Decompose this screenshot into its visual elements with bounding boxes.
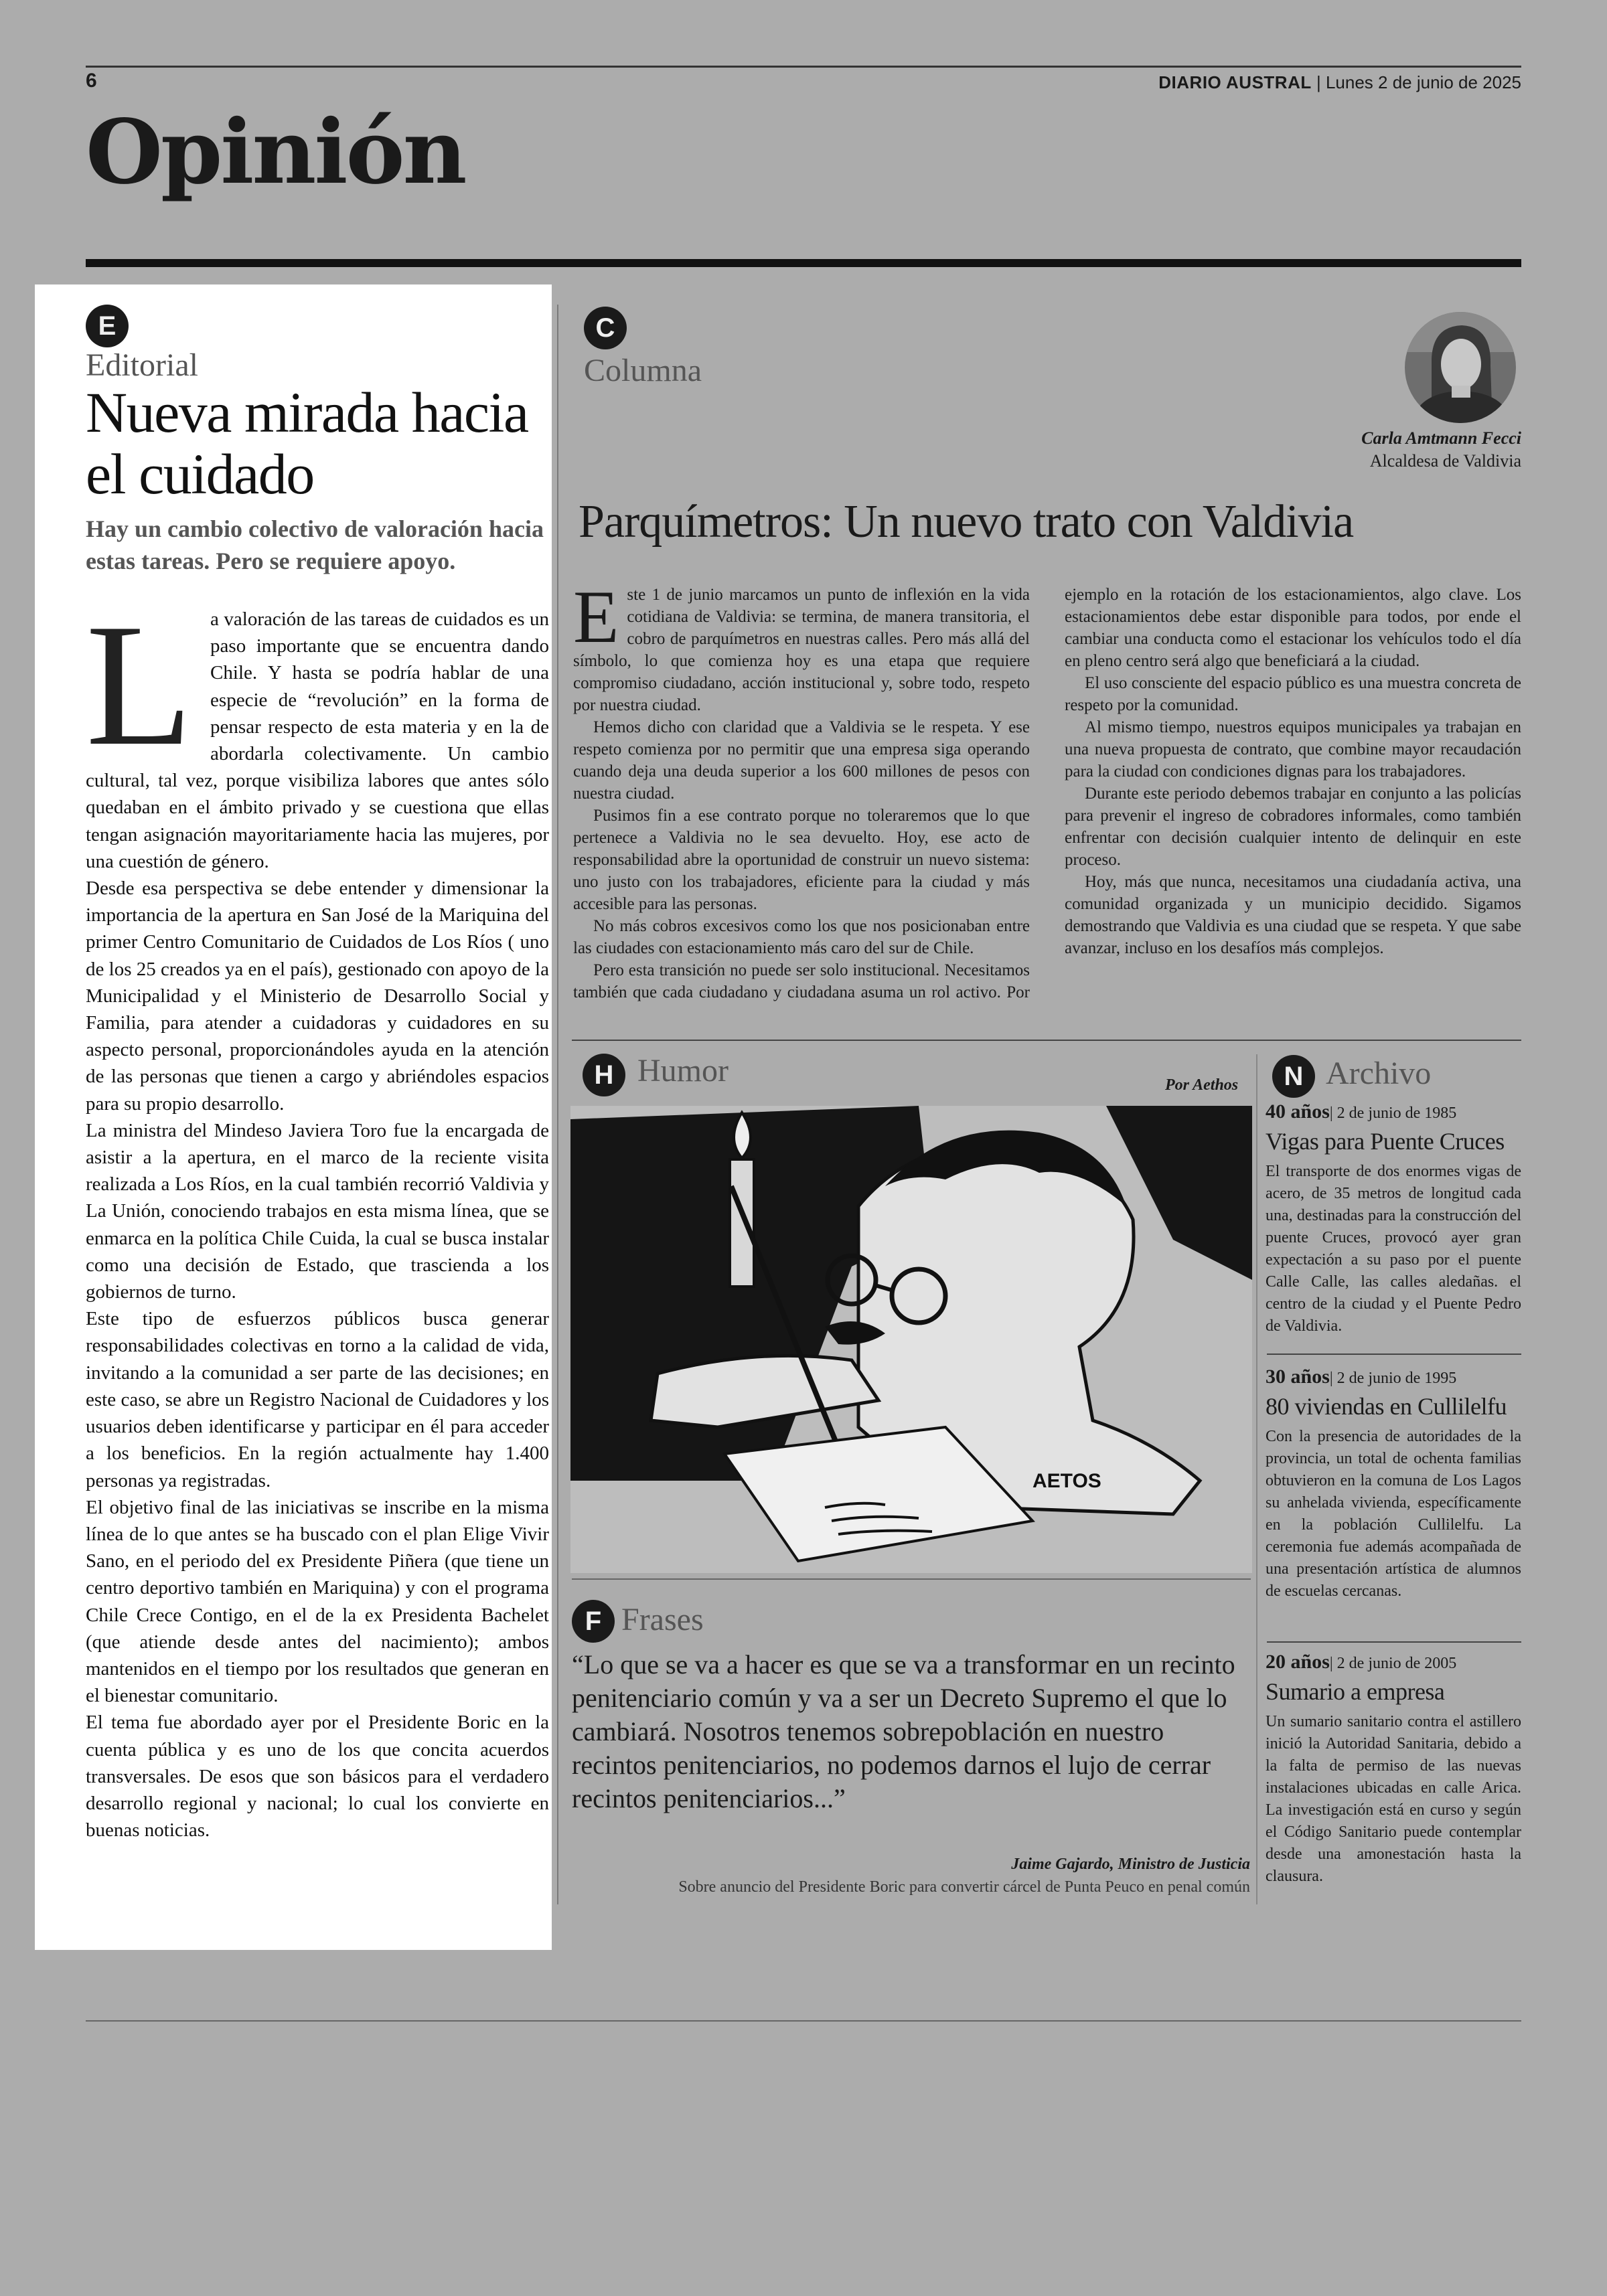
archivo-rule <box>1267 1354 1521 1355</box>
column-paragraph: Al mismo tiempo, nuestros equipos municipales ya trabajan en una nueva propuesta de contrato, que combine mayor recaudación para la ciudad con condiciones dignas para los trabajadores. <box>1065 718 1521 781</box>
editorial-drop-cap: L <box>86 588 194 782</box>
column-badge: C <box>584 307 627 349</box>
quote-author: Jaime Gajardo, Ministro de Justicia <box>1011 1856 1250 1873</box>
issue-date: | Lunes 2 de junio de 2025 <box>1316 72 1521 92</box>
archivo-divider <box>1256 1054 1257 1904</box>
editorial-paragraph: El objetivo final de las iniciativas se inscribe en la misma línea de lo que antes se ha buscado con el plan Elige Vivir Sano, en el periodo del ex Presidente Piñera (que tiene un centro deportivo también en Mariquina) y con el programa Chile Crece Contigo, en el de la ex Presidenta Bachelet (que atiende desde antes del nacimiento); ambos mantenidos en el tiempo por los resultados que generan en el bienestar comunitario. <box>86 1496 549 1707</box>
editorial-kicker: Editorial <box>86 347 198 383</box>
archivo-kicker: Archivo <box>1326 1056 1432 1091</box>
section-rule <box>86 259 1521 267</box>
archivo-text: Con la presencia de autoridades de la provincia, un total de ochenta familias obtuvieron en la comuna de Los Lagos su anhelada vivienda, específicamente en la población Cullilelfu. La ceremonia fue además acompañada de una presentación artística de alumnos de escuelas cercanas. <box>1266 1428 1521 1600</box>
archivo-text: El transporte de dos enormes vigas de acero, de 35 metros de longitud cada una, destinadas para la construcción del puente Cruces, provocó ayer gran expectación a su paso por el puente Calle Calle, las calles aledañas. el centro de la ciudad y el Puente Pedro de Valdivia. <box>1266 1163 1521 1335</box>
editorial-paragraph: La ministra del Mindeso Javiera Toro fue la encargada de asistir a la apertura, en el marco de la reciente visita realizada a Los Ríos, en la cual también recorrió Valdivia y La Unión, conociendo trabajos en esta misma línea, que se enmarca en la política Chile Cuida, la cual se busca instalar como una decisión de Estado, que trascienda a los gobiernos de turno. <box>86 1119 549 1303</box>
column-paragraph: El uso consciente del espacio público es una muestra concreta de respeto por la comunidad. <box>1065 674 1521 714</box>
archivo-item <box>1266 1651 1521 1888</box>
archivo-title: 80 viviendas en Cullilelfu <box>1266 1393 1507 1420</box>
column-author <box>1361 427 1521 473</box>
archivo-rule <box>1267 1641 1521 1643</box>
column-paragraph: No más cobros excesivos como los que nos posicionaban entre las ciudades con estacionamiento más caro del sur de Chile. <box>573 917 1030 957</box>
masthead-date <box>1158 72 1521 93</box>
author-avatar <box>1405 312 1516 423</box>
cartoon-signature: AETOS <box>1032 1470 1101 1492</box>
humor-badge: H <box>583 1054 625 1096</box>
quote-context: Sobre anuncio del Presidente Boric para convertir cárcel de Punta Peuco en penal común <box>678 1878 1250 1896</box>
archivo-text: Un sumario sanitario contra el astillero inició la Autoridad Sanitaria, debido a la falta de permiso de las nuevas instalaciones ubicadas en calle Arica. La investigación está en curso y según el Código Sanitario puede contemplar desde una amonestación hasta la clausura. <box>1266 1713 1521 1885</box>
column-body <box>573 576 1521 1003</box>
archivo-date: 40 años| 2 de junio de 1985 <box>1266 1100 1457 1123</box>
humor-kicker: Humor <box>637 1053 729 1088</box>
editorial-paragraph: Este tipo de esfuerzos públicos busca generar responsabilidades colectivas en torno a la calidad de vida, invitando a la comunidad a ser parte de las decisiones; en este caso, se abre un Registro Nacional de Cuidadores y los usuarios deben identificarse y participar en él para acceder a los beneficios. En la región actualmente hay 1.400 personas ya registradas. <box>86 1308 549 1491</box>
archivo-title: Sumario a empresa <box>1266 1678 1445 1705</box>
editorial-paragraph: El tema fue abordado ayer por el Presidente Boric en la cuenta pública y es uno de los que concita acuerdos transversales. De esos que son básicos para el verdadero desarrollo regional y nacional; lo cual los convierte en buenas noticias. <box>86 1712 549 1841</box>
archivo-date: 20 años| 2 de junio de 2005 <box>1266 1651 1457 1673</box>
archivo-item <box>1266 1100 1521 1337</box>
bottom-rule <box>86 2020 1521 2022</box>
section-title: Opinión <box>86 100 465 204</box>
archivo-title: Vigas para Puente Cruces <box>1266 1128 1505 1155</box>
editorial-paragraph: Desde esa perspectiva se debe entender y dimensionar la importancia de la apertura en San José de la Mariquina del primer Centro Comunitario de Cuidados de Los Ríos ( uno de los 25 creados ya en el país), gestionado con apoyo de la Municipalidad y el Ministerio de Desarrollo Social y Familia, para atender a cuidadoras y cuidadores en su aspecto personal, proporcionándoles ayuda en la atención de las personas que tienen a cargo y abriéndoles espacios para su propio desarrollo. <box>86 878 549 1115</box>
author-role: Alcaldesa de Valdivia <box>1369 451 1521 471</box>
column-divider <box>557 305 558 1904</box>
lower-section-rule <box>572 1040 1521 1041</box>
editorial-badge: E <box>86 305 129 347</box>
column-paragraph: Durante este periodo debemos trabajar en conjunto a las policías para prevenir el ingreso de cobradores informales, como también enfrentar con decisión cualquier intento de delinquir en este proceso. <box>1065 785 1521 869</box>
column-headline: Parquímetros: Un nuevo trato con Valdivia <box>579 496 1354 548</box>
column-paragraph: Este 1 de junio marcamos un punto de inflexión en la vida cotidiana de Valdivia: se termina, de manera transitoria, el cobro de parquímetros en nuestras calles. Pero más allá del símbolo, lo que comienza hoy es una etapa que requiere compromiso ciudadano, acción institucional y, sobre todo, respeto por nuestra ciudad. <box>573 576 1030 714</box>
editorial-body <box>86 588 549 1843</box>
editorial-paragraph: La valoración de las tareas de cuidados es un paso importante que se encuentra dando Chile. Y hasta se podría hablar de una especie de “revolución” en la forma de pensar respecto de esta materia y en la de abordarla colectivamente. Un cambio cultural, tal vez, porque visibiliza labores que antes sólo quedaban en el ámbito privado y se cuestiona que ellas tengan asignación mayoritariamente hacia las mujeres, por una cuestión de género. <box>86 588 549 872</box>
humor-cartoon <box>570 1106 1252 1573</box>
humor-byline: Por Aethos <box>1165 1076 1239 1094</box>
column-kicker: Columna <box>584 353 702 388</box>
top-rule <box>86 66 1521 68</box>
column-paragraph: Hemos dicho con claridad que a Valdivia se le respeta. Y ese respeto comienza por no permitir que una empresa siga operando cuando deja una deuda superior a los 600 millones de pesos con nuestra ciudad. <box>573 718 1030 803</box>
column-paragraph: Pero esta transición no puede ser solo institucional. Necesitamos también que cada ciudadano y ciudadana asuma un rol activo. Por ejemplo en la rotación de los estacionamientos, algo clave. Los estacionamientos debe estar disponible para todos, por ende el cambiar una conducta como el estacionar los vehículos todo el día en pleno centro será algo que beneficiará a la ciudad. <box>573 586 1521 1001</box>
column-drop-cap: E <box>573 576 619 659</box>
page-number: 6 <box>86 70 97 92</box>
frases-quote: “Lo que se va a hacer es que se va a transformar en un recinto penitenciario común y va a ser un Decreto Supremo el que lo cambiará. Nosotros tenemos sobrepoblación en nuestro recintos penitenciarios, no podemos darnos el lujo de cerrar recintos penitenciarios...” <box>572 1649 1235 1813</box>
frases-kicker: Frases <box>621 1602 704 1637</box>
editorial-deck: Hay un cambio colectivo de valoración hacia estas tareas. Pero se requiere apoyo. <box>86 515 544 574</box>
column-paragraph: Pusimos fin a ese contrato porque no toleraremos que lo que pertenece a Valdivia no le sea devuelto. Hoy, ese acto de responsabilidad abre la oportunidad de construir un nuevo sistema: uno justo con los trabajadores, eficiente para la ciudad y más accesible para las personas. <box>573 807 1030 913</box>
archivo-badge: N <box>1272 1055 1315 1098</box>
newspaper-name: DIARIO AUSTRAL <box>1158 72 1312 92</box>
archivo-date: 30 años| 2 de junio de 1995 <box>1266 1366 1457 1388</box>
column-paragraph: Hoy, más que nunca, necesitamos una ciudadanía activa, una comunidad organizada y un municipio decidido. Sigamos demostrando que Valdivia es una ciudad que se respeta. Y que sabe avanzar, incluso en los desafíos más complejos. <box>1065 873 1521 957</box>
archivo-item <box>1266 1366 1521 1603</box>
frases-rule <box>572 1578 1251 1580</box>
author-name: Carla Amtmann Fecci <box>1361 428 1521 448</box>
editorial-headline: Nueva mirada hacia el cuidado <box>86 380 528 506</box>
frases-badge: F <box>572 1600 615 1643</box>
